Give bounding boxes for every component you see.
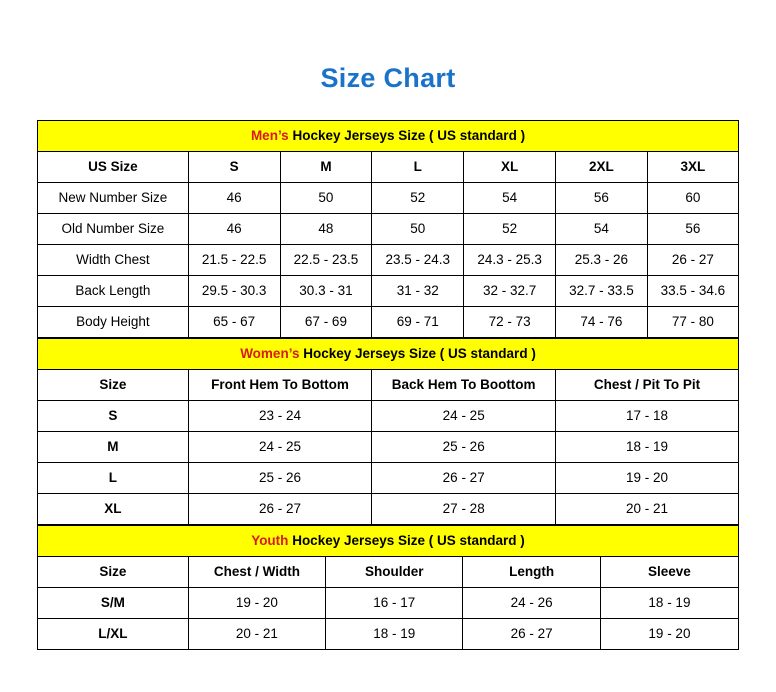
mens-row-4-val-0: 65 - 67 (188, 307, 280, 338)
mens-row-3-val-5: 33.5 - 34.6 (647, 276, 738, 307)
table-section-header-row (38, 526, 739, 557)
mens-row-0-val-4: 56 (556, 183, 648, 214)
size-chart-tables (37, 120, 739, 650)
mens-col-5: 2XL (556, 152, 648, 183)
mens-row-2-val-3: 24.3 - 25.3 (464, 245, 556, 276)
mens-row-4-val-1: 67 - 69 (280, 307, 372, 338)
table-row (38, 276, 739, 307)
table-row (38, 463, 739, 494)
youth-row-1-val-1: 18 - 19 (326, 619, 463, 650)
womens-row-0-val-0: 23 - 24 (188, 401, 372, 432)
womens-row-0-label: S (38, 401, 189, 432)
womens-row-0-val-2: 17 - 18 (556, 401, 739, 432)
mens-col-3: L (372, 152, 464, 183)
womens-size-table (37, 338, 739, 525)
youth-col-2: Shoulder (326, 557, 463, 588)
table-row (38, 307, 739, 338)
mens-row-0-val-5: 60 (647, 183, 738, 214)
womens-row-3-val-1: 27 - 28 (372, 494, 556, 525)
youth-row-1-label: L/XL (38, 619, 189, 650)
womens-row-1-val-2: 18 - 19 (556, 432, 739, 463)
mens-row-4-val-2: 69 - 71 (372, 307, 464, 338)
womens-row-2-val-0: 25 - 26 (188, 463, 372, 494)
youth-row-1-val-2: 26 - 27 (463, 619, 600, 650)
mens-col-0: US Size (38, 152, 189, 183)
mens-row-0-val-2: 52 (372, 183, 464, 214)
mens-heading-accent: Men’s (250, 128, 289, 144)
mens-row-4-val-4: 74 - 76 (556, 307, 648, 338)
mens-row-3-val-0: 29.5 - 30.3 (188, 276, 280, 307)
mens-row-1-val-1: 48 (280, 214, 372, 245)
mens-row-3-val-2: 31 - 32 (372, 276, 464, 307)
mens-size-table (37, 120, 739, 338)
womens-row-1-val-1: 25 - 26 (372, 432, 556, 463)
womens-row-1-label: M (38, 432, 189, 463)
table-section-header-row (38, 121, 739, 152)
mens-row-1-val-5: 56 (647, 214, 738, 245)
mens-row-3-val-3: 32 - 32.7 (464, 276, 556, 307)
table-row (38, 432, 739, 463)
mens-row-0-val-0: 46 (188, 183, 280, 214)
womens-row-3-val-2: 20 - 21 (556, 494, 739, 525)
youth-row-0-val-0: 19 - 20 (188, 588, 325, 619)
youth-row-1-val-3: 19 - 20 (600, 619, 738, 650)
womens-row-2-label: L (38, 463, 189, 494)
mens-row-1-val-4: 54 (556, 214, 648, 245)
table-row (38, 619, 739, 650)
youth-heading-accent: Youth (251, 533, 289, 549)
table-row (38, 494, 739, 525)
mens-row-4-val-3: 72 - 73 (464, 307, 556, 338)
youth-heading-rest: Hockey Jerseys Size ( US standard ) (288, 533, 525, 549)
table-row (38, 245, 739, 276)
mens-row-3-label: Back Length (38, 276, 189, 307)
table-row (38, 214, 739, 245)
youth-col-0: Size (38, 557, 189, 588)
youth-section-heading (38, 526, 739, 557)
mens-section-heading (38, 121, 739, 152)
youth-col-3: Length (463, 557, 600, 588)
womens-row-1-val-0: 24 - 25 (188, 432, 372, 463)
mens-col-1: S (188, 152, 280, 183)
mens-col-6: 3XL (647, 152, 738, 183)
mens-row-2-val-5: 26 - 27 (647, 245, 738, 276)
table-column-header-row (38, 370, 739, 401)
youth-row-1-val-0: 20 - 21 (188, 619, 325, 650)
table-row (38, 401, 739, 432)
womens-heading-rest: Hockey Jerseys Size ( US standard ) (299, 346, 536, 362)
mens-row-1-val-2: 50 (372, 214, 464, 245)
table-column-header-row (38, 152, 739, 183)
mens-row-3-val-4: 32.7 - 33.5 (556, 276, 648, 307)
womens-row-3-label: XL (38, 494, 189, 525)
mens-row-1-val-3: 52 (464, 214, 556, 245)
mens-col-4: XL (464, 152, 556, 183)
mens-row-0-val-1: 50 (280, 183, 372, 214)
mens-row-3-val-1: 30.3 - 31 (280, 276, 372, 307)
womens-heading-accent: Women’s (240, 346, 300, 362)
youth-row-0-label: S/M (38, 588, 189, 619)
youth-size-table (37, 525, 739, 650)
womens-section-heading (38, 339, 739, 370)
mens-col-2: M (280, 152, 372, 183)
mens-row-0-val-3: 54 (464, 183, 556, 214)
mens-row-2-val-2: 23.5 - 24.3 (372, 245, 464, 276)
page-title: Size Chart (320, 63, 456, 93)
table-column-header-row (38, 557, 739, 588)
mens-row-4-val-5: 77 - 80 (647, 307, 738, 338)
womens-row-2-val-2: 19 - 20 (556, 463, 739, 494)
mens-heading-rest: Hockey Jerseys Size ( US standard ) (288, 128, 526, 144)
youth-col-1: Chest / Width (188, 557, 325, 588)
womens-row-0-val-1: 24 - 25 (372, 401, 556, 432)
womens-col-1: Front Hem To Bottom (188, 370, 372, 401)
mens-row-0-label: New Number Size (38, 183, 189, 214)
mens-row-2-val-4: 25.3 - 26 (556, 245, 648, 276)
mens-row-1-label: Old Number Size (38, 214, 189, 245)
youth-row-0-val-1: 16 - 17 (326, 588, 463, 619)
womens-col-2: Back Hem To Boottom (372, 370, 556, 401)
mens-row-4-label: Body Height (38, 307, 189, 338)
table-row (38, 588, 739, 619)
mens-row-1-val-0: 46 (188, 214, 280, 245)
youth-row-0-val-2: 24 - 26 (463, 588, 600, 619)
womens-col-0: Size (38, 370, 189, 401)
youth-row-0-val-3: 18 - 19 (600, 588, 738, 619)
table-section-header-row (38, 339, 739, 370)
mens-row-2-val-0: 21.5 - 22.5 (188, 245, 280, 276)
youth-col-4: Sleeve (600, 557, 738, 588)
womens-row-2-val-1: 26 - 27 (372, 463, 556, 494)
table-row (38, 183, 739, 214)
mens-row-2-val-1: 22.5 - 23.5 (280, 245, 372, 276)
womens-col-3: Chest / Pit To Pit (556, 370, 739, 401)
mens-row-2-label: Width Chest (38, 245, 189, 276)
womens-row-3-val-0: 26 - 27 (188, 494, 372, 525)
